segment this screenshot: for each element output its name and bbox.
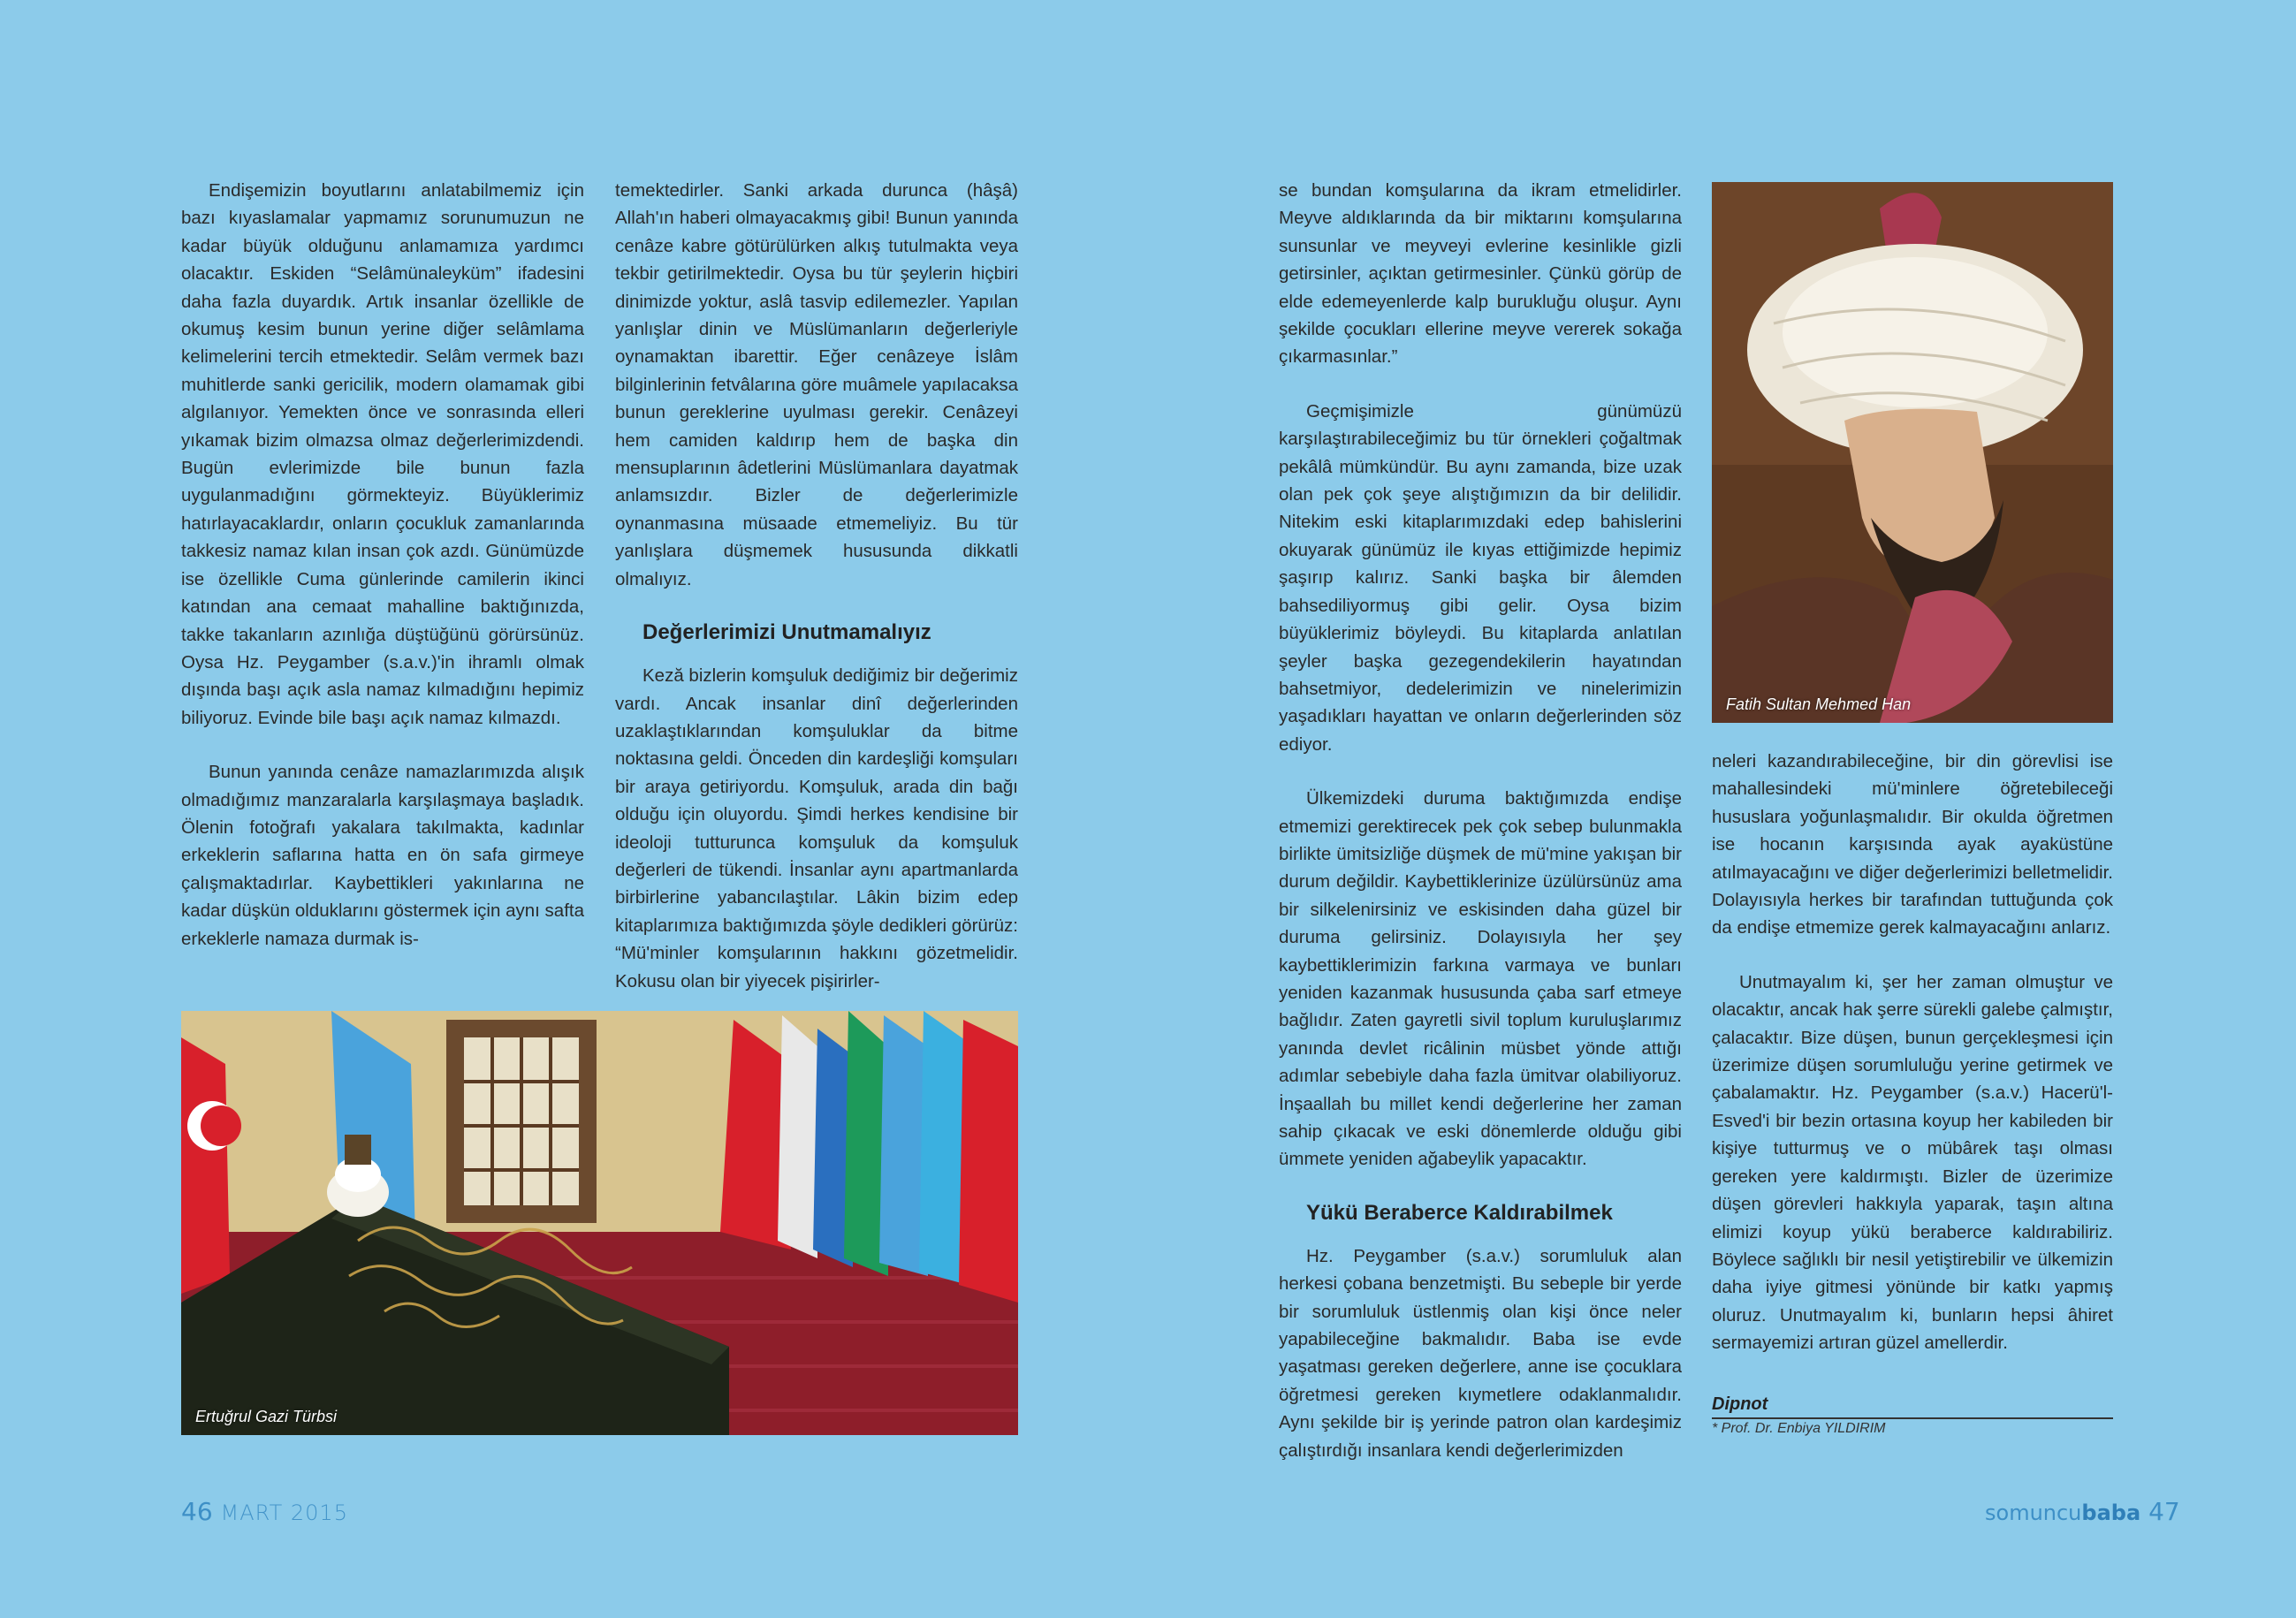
footnote-title: Dipnot: [1712, 1394, 1768, 1414]
portrait-illustration: [1712, 182, 2113, 723]
paragraph: Bunun yanında cenâze namazlarımızda alışık olmadığımız manzaralarla karşılaşmaya başladık. Ölenin fotoğrafı yakalara takılmakta, kadınlar erkeklerin saflarına hatta en ön safa girmeye çalışmaktadırlar. Kaybettikleri yakınlarına ne kadar düşkün olduklarını göstermek için aynı safta erkeklerle namaza durmak is-: [181, 762, 584, 949]
paragraph: temektedirler. Sanki arkada durunca (hâşâ) Allah'ın haberi olmayacakmış gibi! Bunun yanında cenâze kabre götürülürken alkış tutulmakta veya tekbir getirilmektedir. Oysa bu tür şeylerin hiçbiri dinimizde yoktur, aslâ tasvip edilemezler. Yapılan yanlışlar dinin ve Müslümanların değerleriyle oynamaktan ibarettir. Eğer cenâzeye İslâm bilginlerinin fetvâlarına göre muâmele yapılacaksa bunun gereklerine uyulması gerekir. Cenâzeyi hem camiden kaldırıp hem de başka din mensuplarının âdetlerini Müslümanlara dayatmak anlamsızdır. Bizler de değerlerimizle oynanmasına müsaade etmemeliyiz. Bu tür yanlışlara düşmemek hususunda dikkatli olmalıyız.: [615, 180, 1018, 589]
left-page-folio: [181, 1497, 348, 1526]
article-column-2: [615, 177, 1018, 995]
page-number-left: 46: [181, 1497, 213, 1526]
issue-date: MART 2015: [220, 1500, 348, 1525]
section-heading: Yükü Beraberce Kaldırabilmek: [1306, 1200, 1613, 1225]
right-page-folio: [1985, 1497, 2180, 1526]
paragraph: Keză bizlerin komşuluk dediğimiz bir değerimiz vardı. Ancak insanlar dinî değerlerinden uzaklaştıklarından komşuluklar da bitme noktasına geldi. Önceden din kardeşliği komşuları bir araya getiriyordu. Komşuluk, arada din bağı olduğu için oluyordu. Şimdi herkes kendisine bir ideoloji tutturunca komşuluk da komşuluk değerleri de tükendi. İnsanlar aynı apartmanlarda birbirlerine yabancılaştılar. Lâkin bizim edep kitaplarımıza baktığımızda şöyle dedikleri görürüz: “Mü'minler komşularının hakkını gözetmelidir. Kokusu olan bir yiyecek pişirirler-: [615, 665, 1018, 991]
magazine-name: [1985, 1500, 2140, 1525]
article-column-3: [1279, 177, 1682, 1464]
portrait-painting: [1712, 182, 2113, 723]
paragraph: neleri kazandırabileceğine, bir din görevlisi ise mahallesindeki mü'minlere öğretebileceği hususlara yoğunlaşmalıdır. Bir okulda öğretmen ise hocanın karşısında ayak ayaküstüne atılmayacağını ve diğer değerlerimizi belletmelidir. Dolayısıyla herkes bir tarafından tuttuğunda çok da endişe etmemize gerek kalmayacağını anlarız.: [1712, 751, 2113, 938]
tomb-photo-illustration: [181, 1011, 1018, 1435]
magazine-name-part1: somuncu: [1985, 1500, 2082, 1525]
paragraph: Ülkemizdeki duruma baktığımızda endişe etmemizi gerektirecek pek çok sebep bulunmakla birlikte ümitsizliğe düşmek de mü'mine yakışan bir durum değildir. Kaybettiklerinize üzülürsünüz ama bir silkelenirsiniz ve eskisinden daha güzel bir duruma gelirsiniz. Dolayısıyla her şey kaybettiklerimizin farkına varmaya ve bunları yeniden kazanmak hususunda çaba sarf etmeye bağlıdır. Zaten gayretli sivil toplum kuruluşlarımız yanında devlet ricâlinin müsbet yönde attığı adımlar sebebiyle daha fazla ümitvar olabiliyoruz. İnşaallah bu millet kendi değerlerine her zaman sahip çıkacak ve eski dönemlerde olduğu gibi ümmete yeniden ağabeylik yapacaktır.: [1279, 788, 1682, 1170]
paragraph: Endişemizin boyutlarını anlatabilmemiz için bazı kıyaslamalar yapmamız sorunumuzun ne kadar büyük olduğunu anlamamıza yardımcı olacaktır. Eskiden “Selâmünaleyküm” ifadesini daha fazla duyardık. Artık insanlar özellikle de okumuş kesim bunun yerine diğer selâmlama kelimelerini tercih etmektedir. Selâm vermek bazı muhitlerde sanki gericilik, modern olamamak gibi algılanıyor. Yemekten önce ve sonrasında elleri yıkamak bizim olmazsa olmaz değerlerimizdendi. Bugün evlerimizde bile bunun fazla uygulanmadığını görmekteyiz. Büyüklerimiz hatırlayacaklardır, onların çocukluk zamanlarında takkesiz namaz kılan insan çok azdı. Günümüzde ise özellikle Cuma günlerinde camilerin ikinci katından ana cemaat mahalline baktığınızda, takke takanların azınlığa düştüğünü görürsünüz. Oysa Hz. Peygamber (s.a.v.)'in ihramlı olmak dışında başı açık asla namaz kılmadığını hepimiz biliyoruz. Evinde bile başı açık namaz kılmazdı.: [181, 180, 584, 728]
tomb-photo-caption: Ertuğrul Gazi Türbsi: [195, 1408, 338, 1425]
magazine-name-part2: baba: [2081, 1500, 2141, 1525]
paragraph: Unutmayalım ki, şer her zaman olmuştur ve olacaktır, ancak hak şerre sürekli galebe çalmıştır, çalacaktır. Bize düşen, bunun gerçekleşmesi için üzerimize düşen sorumluluğu yerine getirmek ve çabalamaktır. Hz. Peygamber (s.a.v.) Hacerü'l-Esved'i bir bezin ortasına koyup her kabileden bir kişiye tutturmuş ve o mübârek taşı olması gereken yere kaldırmıştı. Bizler de üzerimize düşen görevleri hakkıyla yaparak, taşın altına elimizi koyup yükü beraberce kaldırabiliriz. Böylece sağlıklı bir nesil yetiştirebilir ve ülkemizin daha iyiye gitmesi yönünde bir katkı yapmış oluruz. Unutmayalım ki, bunların hepsi âhiret sermayemizi artıran güzel amellerdir.: [1712, 971, 2113, 1354]
paragraph: se bundan komşularına da ikram etmelidirler. Meyve aldıklarında da bir miktarını komşularına sunsunlar ve meyveyi evlerine kesinlikle gizli getirsinler, açıktan getirmesinler. Çünkü görüp de elde edemeyenlerde kalp burukluğu oluşur. Aynı şekilde çocukları ellerine meyve vererek sokağa çıkarmasınlar.”: [1279, 180, 1682, 368]
paragraph: Geçmişimizle günümüzü karşılaştırabileceğimiz bu tür örnekleri çoğaltmak pekâlâ mümkündür. Bu aynı zamanda, bize uzak olan pek çok şeye alıştığımızın da bir delilidir. Nitekim eski kitaplarımızdaki edep bahislerini okuyarak günümüz ile kıyas ettiğimizde hepimiz şaşırıp kalırız. Sanki başka bir âlemden bahsediliyormuş gibi gelir. Oysa bizim büyüklerimiz böyleydi. Bu kitaplarda anlatılan şeyler başka gezegendekilerin hayatından bahsetmiyor, dedelerimizin ve ninelerimizin yaşadıkları hayattan ve onların değerlerinden söz ediyor.: [1279, 400, 1682, 755]
footnote-text: * Prof. Dr. Enbiya YILDIRIM: [1712, 1421, 1886, 1436]
paragraph: Hz. Peygamber (s.a.v.) sorumluluk alan herkesi çobana benzetmişti. Bu sebeple bir yerde bir sorumluluk üstlenmiş olan kişi önce neler yapabileceğine bakmalıdır. Baba ise evde yaşatması gereken değerlere, anne ise çocuklara öğretmesi gereken kıymetlere odaklanmalıdır. Aynı şekilde bir iş yerinde patron olan kardeşimiz çalıştırdığı insanlara kendi değerlerimizden: [1279, 1245, 1682, 1461]
section-heading: Değerlerimizi Unutmamalıyız: [642, 620, 931, 645]
footnote-divider: [1712, 1417, 2113, 1419]
article-column-1: [181, 177, 584, 953]
article-column-4: [1712, 748, 2113, 1357]
page-number-right: 47: [2148, 1497, 2180, 1526]
tomb-photo: [181, 1011, 1018, 1435]
portrait-caption: Fatih Sultan Mehmed Han: [1726, 695, 1912, 713]
